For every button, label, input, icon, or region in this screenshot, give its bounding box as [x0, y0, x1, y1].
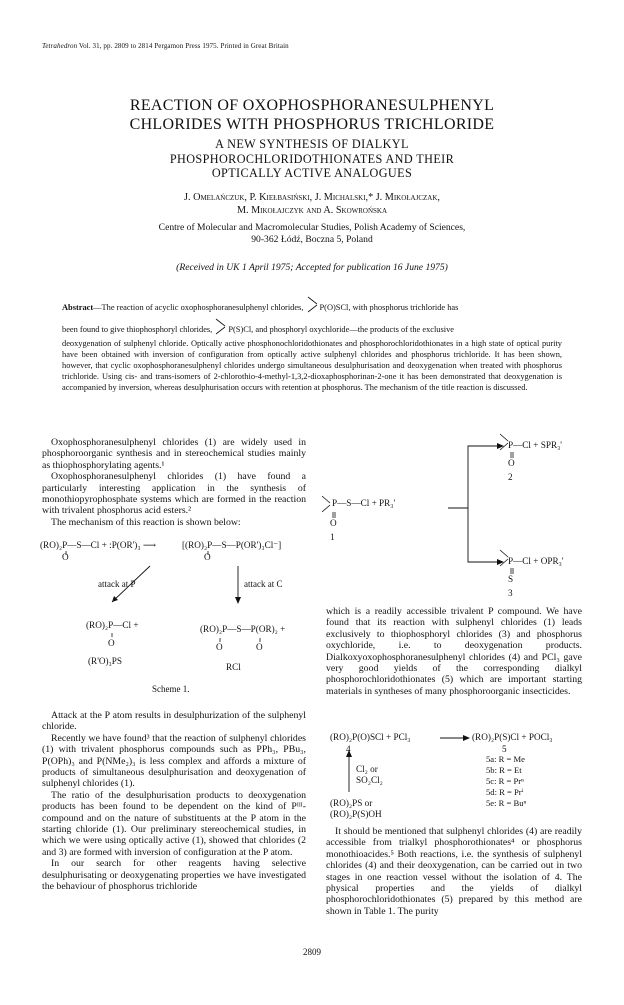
authors-line: J. Omelańczuk, P. Kiełbasiński, J. Michalski,* J. Mikołajczak, [184, 192, 440, 203]
condition: Cl₂ or [356, 764, 378, 774]
oxo-symbol: O [108, 638, 115, 648]
abstract-line-1 [62, 290, 562, 312]
subtitle-line: OPTICALLY ACTIVE ANALOGUES [211, 166, 413, 180]
paragraph: It should be mentioned that sulphenyl chlorides (4) are readily accessible from trialkyl phosphorothionates⁴ or phosphorus monothioacides.⁵ Both reactions, i.e. the synthesis of sulphenyl chlorides (4) and their deoxygenation, can be carried out in two stages in one reaction vessel without the isolation of 4. The physical properties and the yields of dialkyl phosphorochloridothionates (5) prepared by this method are shown in Table 1. The purity [326, 826, 582, 917]
paragraph: Recently we have found³ that the reaction of sulphenyl chlorides (1) with trivalent phosphorus compounds such as PPh₃, PBu₃, P(OPh)₃ and P(NMe₂)₃ is less complex and affords a mixture of products of simultaneous desulphurisation and deoxygenation of sulphenyl chlorides (1). [42, 732, 306, 790]
abstract [62, 290, 562, 393]
page-number: 2809 [303, 947, 321, 957]
substituent: 5c: R = Prⁿ [486, 776, 524, 786]
left-column-bottom [42, 710, 306, 893]
left-column-top [42, 437, 306, 528]
product-p2: (R'O)₃PS [88, 656, 122, 666]
affiliation-line: Centre of Molecular and Macromolecular Studies, Polish Academy of Sciences, [158, 222, 466, 233]
condition: SO₂Cl₂ [356, 775, 383, 785]
right-scheme [318, 432, 582, 604]
substituent: 5d: R = Prⁱ [486, 787, 524, 797]
right-column-mid [326, 606, 582, 697]
oxo-symbol: O [62, 552, 69, 562]
product-c2: RCl [226, 662, 241, 672]
precursor: (RO)₂PS or [330, 798, 373, 808]
journal-name: Tetrahedron [42, 42, 78, 50]
authors-line: M. Mikołajczyk and A. Skowrońska [236, 205, 388, 216]
paragraph: The ratio of the desulphurisation products to deoxygenation products has been found to be dependent on the kind of Pᴵᴵᴵ-compound and on the nature of substituents at the P atom in the starting chloride (1). Our preliminary stereochemical studies, in which we were using optically active (1), showed that chlorides (2 and 3) are formed with inversion of configuration at the P atom. [42, 789, 306, 858]
equation-right: (RO)₂P(S)Cl + POCl₃ [472, 732, 553, 742]
oxo-symbol: O [204, 552, 211, 562]
substituent: 5e: R = Buⁿ [486, 798, 527, 808]
title-line: REACTION OF OXOPHOSPHORANESULPHENYL [129, 97, 495, 114]
scheme-reactant: (RO)₂P—S—Cl + :P(OR')₃ ⟶ [40, 540, 157, 550]
oxo-symbol: O [330, 518, 337, 528]
paragraph: Oxophosphoranesulphenyl chlorides (1) have found a particularly interesting application in the synthesis of monothiopyrophosphate systems which are formed in the reaction with trivalent phosphorus acid esters.² [42, 471, 306, 517]
product-c1: (RO)₂P—S—P(OR)₂ + [200, 624, 286, 634]
attack-p-label: attack at P [98, 579, 136, 589]
right-scheme-lines [318, 432, 582, 604]
paragraph: The mechanism of this reaction is shown below: [51, 516, 241, 528]
authors [0, 191, 624, 217]
subtitle-line: A NEW SYNTHESIS OF DIALKYL [215, 137, 409, 151]
affiliation [0, 222, 624, 246]
right-column-bottom [326, 826, 582, 917]
abstract-text: P(O)SCl, with phosphorus trichloride has [319, 303, 459, 312]
oxo-symbol: O [508, 458, 515, 468]
abstract-text: been found to give thiophosphoryl chlorides, [62, 325, 215, 334]
paper-subtitle [0, 137, 624, 181]
thio-symbol: S [508, 574, 514, 584]
subtitle-line: PHOSPHOROCHLORIDOTHIONATES AND THEIR [169, 151, 455, 166]
paragraph: Oxophosphoranesulphenyl chlorides (1) are widely used in phosphoroorganic synthesis and in stereochemical studies mainly as thiophosphorylating agents.¹ [42, 437, 306, 471]
abstract-body: deoxygenation of sulphenyl chloride. Optically active phosphonochloridothionates and phosphorochloridothionates in a high state of optical purity have been obtained with inversion of configuration from optically active sulphenyl chlorides and phosphorus trichloride. It has been shown, however, that cyclic oxophosphoranesulphenyl chlorides undergo simultaneous desulphurisation and deoxygenation when treated with phosphorus trichloride. Using cis- and trans-isomers of 2-chlorothio-4-methyl-1,3,2-dioxaphosphorinan-2-one it has been demonstrated that deoxygenation is accompanied by inversion, whereas desulphurisation occurs with retention at phosphorus. The mechanism of the title reaction is discussed. [62, 339, 562, 392]
abstract-text: P(S)Cl, and phosphoryl oxychloride—the products of the exclusive [228, 325, 454, 334]
scheme-caption: Scheme 1. [152, 684, 190, 694]
attack-c-label: attack at C [244, 579, 283, 589]
paragraph: Attack at the P atom results in desulphurization of the sulphenyl chloride. [42, 710, 306, 733]
oxo-symbol: O [256, 642, 263, 652]
product-2: P—Cl + SPR₃' [508, 440, 562, 450]
compound-number-4: 4 [346, 744, 351, 754]
equation-left: (RO)₂P(O)SCl + PCl₃ [330, 732, 411, 742]
affiliation-line: 90-362 Łódź, Boczna 5, Poland [251, 234, 373, 245]
product-3: P—Cl + OPR₃' [508, 556, 564, 566]
journal-info: Vol. 31, pp. 2809 to 2814 Pergamon Press 1975. Printed in Great Britain [77, 42, 289, 50]
scheme-intermediate: [(RO)₂P—S—P(OR')₃Cl⁻] [182, 540, 282, 550]
compound-number-1: 1 [330, 532, 335, 542]
compound-number-3: 3 [508, 588, 513, 598]
compound-number-2: 2 [508, 472, 513, 482]
abstract-label: Abstract [62, 303, 94, 312]
paragraph: which is a readily accessible trivalent P compound. We have found that its reaction with sulphenyl chlorides (1) leads exclusively to thiophosphoryl chlorides (3) and phosphorus oxychloride, i.e. to deoxygenation products. Dialkoxyoxophosphoranesulphenyl chlorides (4) and PCl₃ gave very good yields of the corresponding dialkyl phosphorochloridothionates (5) which are important starting materials in syntheses of many phosphoroorganic insecticides. [326, 606, 582, 697]
paper-title [0, 96, 624, 134]
title-line: CHLORIDES WITH PHOSPHORUS TRICHLORIDE [129, 116, 495, 133]
scheme-1 [40, 534, 312, 704]
precursor: (RO)₂P(S)OH [330, 809, 382, 819]
starting-compound: P—S—Cl + PR₃' [332, 498, 396, 508]
received-date: (Received in UK 1 April 1975; Accepted for publication 16 June 1975) [176, 262, 448, 273]
compound-number-5: 5 [502, 744, 507, 754]
substituent: 5a: R = Me [486, 754, 525, 764]
abstract-line-2 [62, 312, 562, 338]
product-p1: (RO)₂P—Cl + [86, 620, 139, 630]
bond-glyph [214, 317, 228, 337]
journal-header [42, 42, 289, 50]
paragraph: In our search for other reagents having selective desulphurisating or deoxygenating properties we have investigated the behaviour of phosphorus trichloride [42, 858, 306, 893]
substituent: 5b: R = Et [486, 765, 522, 775]
abstract-text: —The reaction of acyclic oxophosphoranesulphenyl chlorides, [93, 303, 306, 312]
oxo-symbol: O [216, 642, 223, 652]
scheme-arrows [40, 534, 312, 704]
